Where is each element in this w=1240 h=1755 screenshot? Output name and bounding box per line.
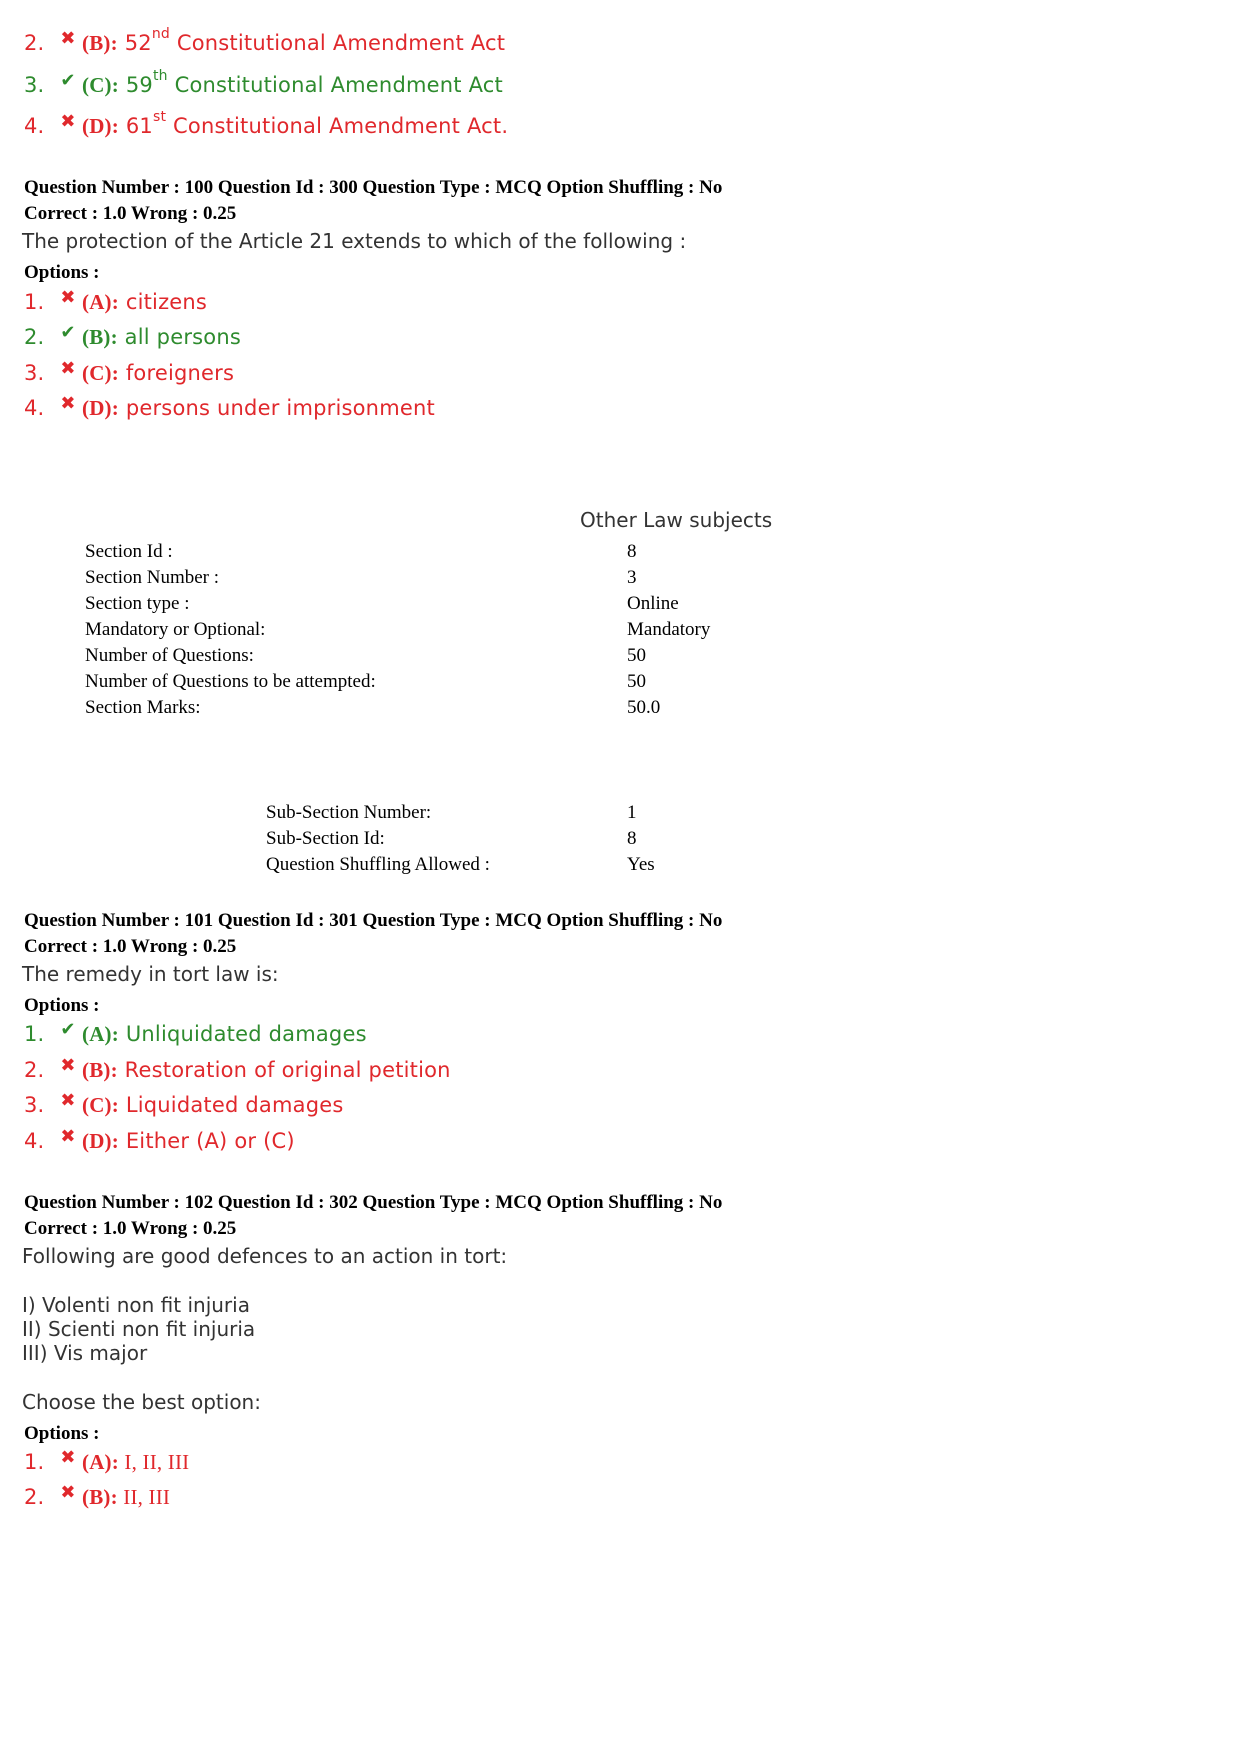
check-icon: ✔ bbox=[60, 1019, 76, 1040]
section-label: Mandatory or Optional: bbox=[85, 619, 266, 640]
option-row: 4. ✖ (D): 61st Constitutional Amendment Act. bbox=[24, 109, 509, 138]
subsection-label: Question Shuffling Allowed : bbox=[266, 854, 490, 875]
options-label: Options : bbox=[24, 262, 100, 283]
question-prompt: Choose the best option: bbox=[22, 1390, 261, 1414]
cross-icon: ✖ bbox=[60, 393, 76, 414]
subsection-value: Yes bbox=[627, 854, 655, 875]
option-row: 3. ✖ (C): Liquidated damages bbox=[24, 1090, 344, 1117]
cross-icon: ✖ bbox=[60, 1090, 76, 1111]
subsection-value: 8 bbox=[627, 828, 637, 849]
cross-icon: ✖ bbox=[60, 1126, 76, 1147]
option-row: 2. ✖ (B): 52nd Constitutional Amendment Act bbox=[24, 26, 506, 55]
option-row: 3. ✖ (C): foreigners bbox=[24, 358, 235, 385]
question-marks: Correct : 1.0 Wrong : 0.25 bbox=[24, 1218, 237, 1239]
section-value: 50.0 bbox=[627, 697, 661, 718]
question-header: Question Number : 102 Question Id : 302 Question Type : MCQ Option Shuffling : No bbox=[24, 1192, 723, 1213]
check-icon: ✔ bbox=[60, 70, 76, 91]
options-label: Options : bbox=[24, 1423, 100, 1444]
option-row: 4. ✖ (D): persons under imprisonment bbox=[24, 393, 435, 420]
section-label: Section Id : bbox=[85, 541, 173, 562]
section-label: Number of Questions to be attempted: bbox=[85, 671, 376, 692]
option-row: 2. ✔ (B): all persons bbox=[24, 322, 242, 349]
subsection-value: 1 bbox=[627, 802, 637, 823]
section-value: 3 bbox=[627, 567, 637, 588]
check-icon: ✔ bbox=[60, 322, 76, 343]
section-value: 50 bbox=[627, 645, 646, 666]
option-row: 1. ✖ (A): I, II, III bbox=[24, 1447, 190, 1474]
question-header: Question Number : 100 Question Id : 300 Question Type : MCQ Option Shuffling : No bbox=[24, 177, 723, 198]
option-row: 3. ✔ (C): 59th Constitutional Amendment Act bbox=[24, 68, 503, 97]
cross-icon: ✖ bbox=[60, 1482, 76, 1503]
option-row: 1. ✔ (A): Unliquidated damages bbox=[24, 1019, 367, 1046]
question-text: The protection of the Article 21 extends to which of the following : bbox=[22, 229, 687, 253]
section-title: Other Law subjects bbox=[580, 508, 773, 532]
statement-item: II) Scienti non fit injuria bbox=[22, 1317, 256, 1341]
section-value: Online bbox=[627, 593, 679, 614]
cross-icon: ✖ bbox=[60, 28, 76, 49]
question-header: Question Number : 101 Question Id : 301 Question Type : MCQ Option Shuffling : No bbox=[24, 910, 723, 931]
section-label: Section Number : bbox=[85, 567, 220, 588]
subsection-label: Sub-Section Id: bbox=[266, 828, 385, 849]
section-value: Mandatory bbox=[627, 619, 711, 640]
section-label: Section Marks: bbox=[85, 697, 201, 718]
option-row: 1. ✖ (A): citizens bbox=[24, 287, 208, 314]
question-marks: Correct : 1.0 Wrong : 0.25 bbox=[24, 936, 237, 957]
cross-icon: ✖ bbox=[60, 287, 76, 308]
cross-icon: ✖ bbox=[60, 1447, 76, 1468]
option-row: 2. ✖ (B): II, III bbox=[24, 1482, 171, 1509]
option-row: 2. ✖ (B): Restoration of original petition bbox=[24, 1055, 451, 1082]
section-value: 8 bbox=[627, 541, 637, 562]
option-row: 4. ✖ (D): Either (A) or (C) bbox=[24, 1126, 295, 1153]
cross-icon: ✖ bbox=[60, 1055, 76, 1076]
options-label: Options : bbox=[24, 995, 100, 1016]
question-text: Following are good defences to an action in tort: bbox=[22, 1244, 508, 1268]
section-label: Number of Questions: bbox=[85, 645, 254, 666]
subsection-label: Sub-Section Number: bbox=[266, 802, 432, 823]
section-value: 50 bbox=[627, 671, 646, 692]
question-marks: Correct : 1.0 Wrong : 0.25 bbox=[24, 203, 237, 224]
statement-item: I) Volenti non fit injuria bbox=[22, 1293, 250, 1317]
cross-icon: ✖ bbox=[60, 111, 76, 132]
question-text: The remedy in tort law is: bbox=[22, 962, 279, 986]
cross-icon: ✖ bbox=[60, 358, 76, 379]
statement-item: III) Vis major bbox=[22, 1341, 148, 1365]
section-label: Section type : bbox=[85, 593, 190, 614]
